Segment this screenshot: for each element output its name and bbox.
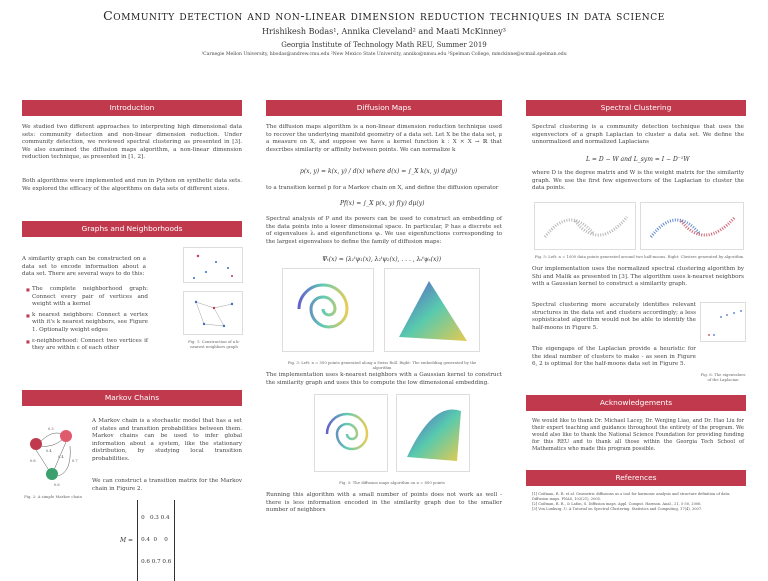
edge-label-5: 0.4 [58,455,64,459]
edge-label-2: 0.4 [46,449,52,453]
laplacian-eq: L = D − W and L_sym = I − D⁻¹W [586,156,690,163]
transition-matrix [120,500,175,581]
refs-header: References [526,470,746,486]
eigen-figure [700,302,746,342]
fig6-caption: Fig. 6: The eigenvalues of the Laplacian [700,372,746,382]
edge-label-4: 0.6 [30,459,36,463]
ack-header: Acknowledgements [526,395,746,411]
markov-figure [22,418,84,490]
reference-item: [3] Von Luxburg, U. A Tutorial on Spectral Clustering. Statistics and Computing, 17(4), 2007. [532,507,703,511]
ack-paragraph: We would like to thank Dr. Michael Lacey, Dr. Wenjing Liao, and Dr. Hao Liu for their expert teaching and guidance throughout the entirety of the program. We would also like to thank the National Science Foundation for providing funding for this REU and to thank all those within the Georgia Tech School of Mathematics who made this program possible. [532,418,744,452]
diffusion-paragraph-3: Spectral analysis of P and its powers can be used to construct an embedding of the data points into a lower dimensional space. In particular, P has a discrete set of eigenvalues λᵢ and eigenfunctions ψᵢ. We use eigenfunctions corresponding to the largest eigenvalues to define the family of diffusion maps: [266,216,502,245]
spectral-paragraph-5: The eigengaps of the Laplacian provide a heuristic for the ideal number of clusters to make - as seen in Figure 6, 2 is optimal for the half-moons data set in Figure 5. [532,346,696,368]
fig5-diffusion-caption: Fig. 5: The diffusion maps algorithm on n = 800 points [339,480,445,485]
markov-paragraph-2: We can construct a transition matrix for the Markov chain in Figure 2. [92,478,242,492]
reference-item: [2] Coifman, R. R., & Lafon, S. Diffusion maps. Appl. Comput. Harmon. Anal., 21, 5-30, 2006. [532,502,702,506]
references-list [532,492,744,512]
fig5-spectral-caption: Fig. 5: Left: n = 1000 data points generated around two half-moons. Right: Clusters generated by algorithm [534,254,744,259]
intro-paragraph-1: We studied two different approaches to interpreting high dimensional data sets: community detection and non-linear dimension reduction. Under community detection, we reviewed spectral clustering as presented in [3]. We also examined the diffusion maps algorithm, a non-linear dimension reduction technique, as presented in [1, 2]. [22,124,242,161]
bullet-epsilon: ■ ε-neighborhood: Connect two vertices if they are within ε of each other [26,338,148,353]
swiss-embedding-plot [385,269,481,353]
authors: Hrishikesh Bodas¹, Annika Cleveland² and Maati McKinney³ [262,27,506,36]
bullet-complete-graph: ■ The complete neighborhood graph: Connect every pair of vertices and weight with a kernel [26,286,148,309]
matrix-label: M = [120,537,134,545]
markov-chain-diagram [22,418,84,490]
diffusion-paragraph-5: Running this algorithm with a small number of points does not work as well - there is less information encoded in the similarity graph due to the smaller number of neighbors [266,492,502,514]
institution: Georgia Institute of Technology Math REU, Summer 2019 [281,41,487,49]
diffusion-paragraph-4: The implementation uses k-nearest neighbors with a Gaussian kernel to construct the similarity graph and uses this to compute the low dimensional embedding. [266,372,502,386]
graphs-header: Graphs and Neighborhoods [22,221,242,237]
matrix-row: 0.6 0.7 0.6 [141,559,172,566]
edge-label-1: 0.3 [48,427,54,431]
spectral-paragraph-1: Spectral clustering is a community detection technique that uses the eigenvectors of a graph Laplacian to cluster a data set. We define the unnormalized and normalized Laplacians [532,124,744,146]
knn-graph [184,292,244,336]
diffusion-800-figure-right [396,394,470,472]
matrix-row: 0 0.3 0.4 [141,514,170,521]
bullet-knn: ■ k nearest neighbors: Connect a vertex with it's k nearest neighbors, see Figure 1. Optionally weight edges [26,312,148,335]
swiss-roll-plot [283,269,375,353]
fig3-caption: Fig. 3: Left: n = 500 points generated along a Swiss Roll. Right: The embedding generated by the algorithm [287,360,477,370]
moons-figure-left [534,202,636,250]
poster-title: Community detection and non-linear dimension reduction techniques in data science [103,8,665,23]
knn-scatter-top [184,248,244,284]
intro-header: Introduction [22,100,242,116]
spectral-paragraph-3: Our implementation uses the normalized spectral clustering algorithm by Shi and Malik as presented in [3]. The algorithm uses k-nearest neighbors with a Gaussian kernel to construct a similarity graph. [532,266,744,288]
swiss-embedding-figure [384,268,480,352]
diffusion-800-figure-left [314,394,388,472]
matrix-row: 0.4 0 0 [141,537,168,544]
spectral-header: Spectral Clustering [526,100,746,116]
spectral-paragraph-2: where D is the degree matrix and W is the weight matrix for the similarity graph. We use the first few eigenvectors of the Laplacian to cluster the data points. [532,170,744,192]
moons-figure-right [640,202,744,250]
fig2-caption: Fig. 2: A simple Markov chain [24,494,82,499]
diffusion-eq-normalize: p(x, y) = k(x, y) / d(x) where d(x) = ∫_X k(x, y) dμ(y) [300,168,458,175]
moons-plot-right [641,203,745,251]
graphs-paragraph: A similarity graph can be constructed on a data set to encode information about a data set. There are several ways to do this: [22,256,146,278]
matrix-body [137,500,175,581]
spectral-paragraph-4: Spectral clustering more accurately identifies relevant structures in the data set and clusters accordingly; a less sophisticated algorithm would not be able to identify the half-moons in Figure 5. [532,302,696,331]
affiliations: ¹Carnegie Mellon University, hbodas@andrew.cmu.edu ²New Mexico State University, anniko@nmsu.edu ³Spelman College, mmckinne@scmail.spelman.edu [201,52,567,57]
diffusion-800-plot-left [315,395,389,473]
edge-label-6: 0.6 [54,483,60,487]
diffusion-eq-map: Ψₜ(x) = (λ₁ᵗψ₁(x), λ₂ᵗψ₂(x), . . . , λₛᵗψₛ(x)) [322,256,442,263]
diffusion-eq-operator: Pf(x) = ∫_X p(x, y) f(y) dμ(y) [340,200,425,207]
knn-figure-top [183,247,243,283]
edge-label-3: 0.7 [72,459,78,463]
swiss-roll-figure [282,268,374,352]
fig1-caption: Fig. 1: Construction of a k-nearest neighbors graph [188,339,240,349]
markov-header: Markov Chains [22,390,242,406]
diffusion-paragraph-2: to a transition kernel p for a Markov chain on X, and define the diffusion operator [266,185,499,191]
graphs-bullets [26,286,148,356]
markov-paragraph-1: A Markov chain is a stochastic model that has a set of states and transition probabilities between them. Markov chains can be used to infer global information about a system, like the stationary distribution, by studying local transition probabilities. [92,418,242,462]
reference-item: [1] Coifman, R. R. et al. Geometric diffusions as a tool for harmonic analysis and structure definition of data: Diffusion maps. PNAS, 102(21), 2005. [532,492,731,501]
eigenvalue-plot [701,303,747,343]
intro-paragraph-2: Both algorithms were implemented and run in Python on synthetic data sets. We explored the efficacy of the algorithms on data sets of different sizes. [22,178,242,192]
diffusion-paragraph-1: The diffusion maps algorithm is a non-linear dimension reduction technique used to recover the underlying manifold geometry of a data set. Let X be the data set, μ a measure on X, and suppose we have a kernel function k : X × X → ℝ that describes similarity or affinity between points. We can normalize k [266,124,502,153]
moons-plot-left [535,203,637,251]
knn-figure-bottom [183,291,243,335]
diffusion-header: Diffusion Maps [266,100,502,116]
diffusion-800-plot-right [397,395,471,473]
